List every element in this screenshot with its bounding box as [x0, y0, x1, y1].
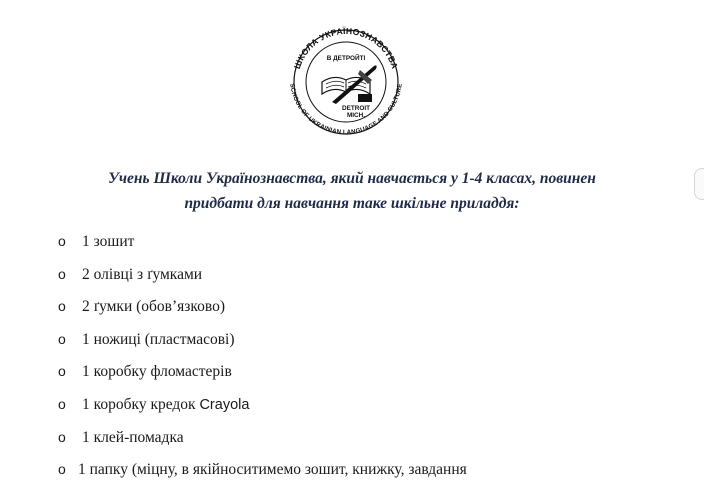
logo-top-text: ШКОЛА УКРАЇНОЗНАВСТВА [291, 25, 401, 71]
logo-bottom-text: SCHOOL OF UKRAINIAN LANGUAGE AND CULTURE [288, 83, 404, 137]
bullet-icon: o [58, 298, 66, 315]
school-logo [276, 20, 416, 138]
list-item [58, 358, 467, 391]
logo-state-text: MICH. [346, 112, 366, 119]
page-heading [40, 166, 664, 216]
supply-list [58, 228, 467, 489]
open-book-quill-icon [322, 65, 377, 104]
bullet-icon: o [58, 330, 66, 347]
brand-name: Crayola [199, 396, 250, 413]
bullet-icon: o [58, 395, 66, 412]
bullet-icon: o [58, 233, 66, 249]
list-item [58, 424, 467, 457]
list-item [58, 456, 467, 489]
list-item-text: 1 ножиці (пластмасові) [82, 330, 235, 348]
bullet-icon: o [58, 363, 66, 380]
list-item [58, 293, 467, 326]
list-item-text: 1 клей-помадка [82, 428, 184, 446]
list-item-text: 1 коробку фломастерів [82, 363, 232, 381]
list-item-text: 2 олівці з ґумками [82, 265, 203, 283]
bullet-icon: o [58, 428, 66, 445]
scroll-tab[interactable] [694, 168, 704, 200]
list-item-text: 1 зошит [82, 233, 135, 250]
list-item [58, 261, 467, 294]
list-item [58, 391, 467, 424]
bullet-icon: o [58, 265, 66, 282]
logo-center-text: В ДЕТРОЙТІ [326, 55, 366, 62]
list-item-text: 2 ґумки (обов’язково) [82, 298, 226, 316]
list-item [58, 228, 467, 261]
logo-city-text: DETROIT [341, 105, 371, 112]
list-item-text: 1 папку (міцну, в якійноситимемо зошит, книжку, завдання [78, 461, 467, 479]
list-item [58, 326, 467, 359]
list-item-text: 1 коробку кредок [82, 395, 200, 413]
heading-line-2: придбати для навчання таке шкільне приладдя: [184, 195, 520, 212]
heading-line-1: Учень Школи Українознавства, який навчається у 1-4 класах, повинен [108, 170, 596, 187]
bullet-icon: o [58, 461, 66, 478]
